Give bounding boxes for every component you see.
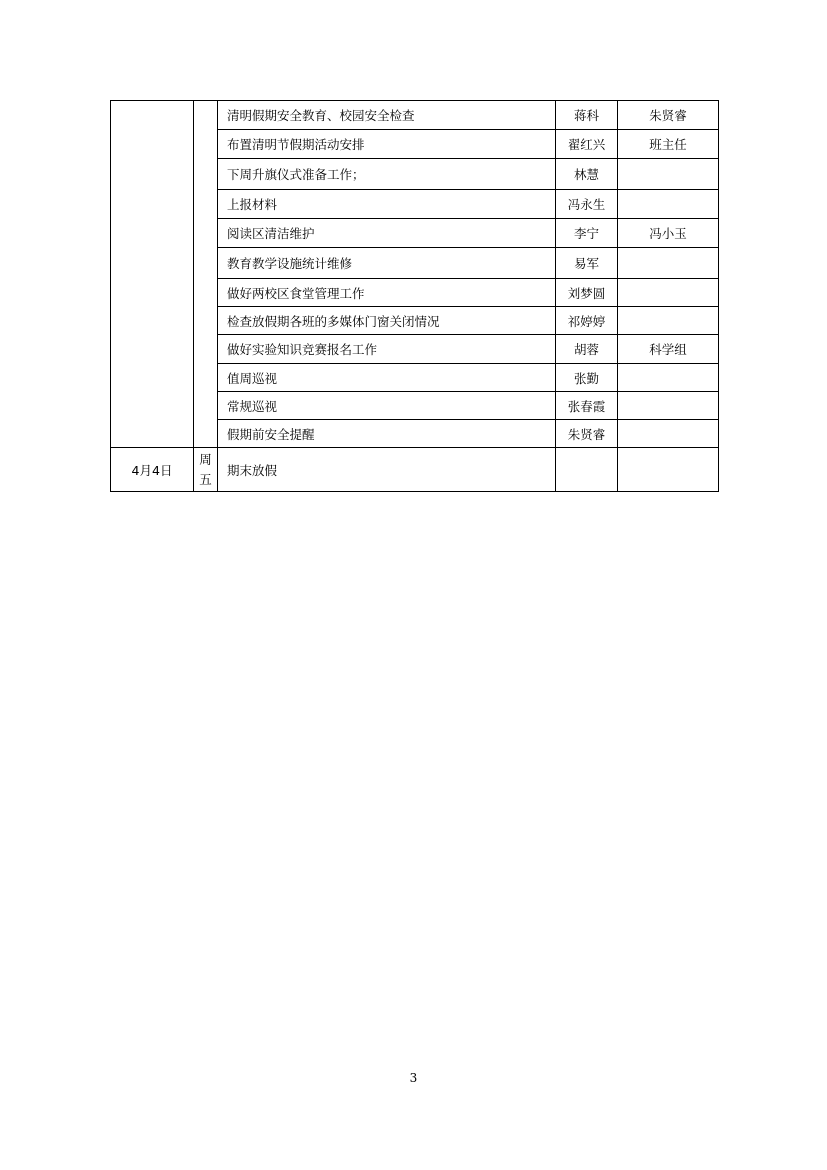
assist-cell: 冯小玉 — [618, 219, 719, 248]
assist-cell — [618, 159, 719, 190]
task-cell: 上报材料 — [218, 190, 556, 219]
person-cell: 林慧 — [556, 159, 618, 190]
assist-cell — [618, 190, 719, 219]
assist-cell: 朱贤睿 — [618, 101, 719, 130]
assist-cell — [618, 307, 719, 335]
person-cell: 胡蓉 — [556, 335, 618, 364]
task-cell: 教育教学设施统计维修 — [218, 248, 556, 279]
task-cell: 做好两校区食堂管理工作 — [218, 279, 556, 307]
person-cell: 蒋科 — [556, 101, 618, 130]
schedule-body — [111, 101, 719, 492]
task-cell: 值周巡视 — [218, 364, 556, 392]
person-cell: 易军 — [556, 248, 618, 279]
task-cell: 常规巡视 — [218, 392, 556, 420]
assist-cell: 科学组 — [618, 335, 719, 364]
person-cell: 祁婷婷 — [556, 307, 618, 335]
assist-cell — [618, 279, 719, 307]
table-row — [111, 101, 719, 130]
task-cell: 检查放假期各班的多媒体门窗关闭情况 — [218, 307, 556, 335]
assist-cell — [618, 364, 719, 392]
person-cell: 翟红兴 — [556, 130, 618, 159]
assist-cell — [618, 420, 719, 448]
task-cell: 假期前安全提醒 — [218, 420, 556, 448]
task-cell: 布置清明节假期活动安排 — [218, 130, 556, 159]
day-char: 五 — [199, 471, 212, 487]
date-cell-empty — [111, 101, 194, 448]
person-cell: 李宁 — [556, 219, 618, 248]
person-cell — [556, 448, 618, 492]
date-cell: 4月4日 — [111, 448, 194, 492]
task-cell: 做好实验知识竞赛报名工作 — [218, 335, 556, 364]
day-char: 周 — [199, 451, 212, 467]
day-cell-empty — [194, 101, 218, 448]
schedule-table — [110, 100, 719, 492]
person-cell: 张春霞 — [556, 392, 618, 420]
assist-cell: 班主任 — [618, 130, 719, 159]
table-row-holiday — [111, 448, 719, 492]
person-cell: 冯永生 — [556, 190, 618, 219]
page-number: 3 — [409, 1071, 418, 1085]
assist-cell — [618, 248, 719, 279]
assist-cell — [618, 448, 719, 492]
task-cell: 期末放假 — [218, 448, 556, 492]
person-cell: 刘梦圆 — [556, 279, 618, 307]
person-cell: 朱贤睿 — [556, 420, 618, 448]
person-cell: 张勤 — [556, 364, 618, 392]
task-cell: 下周升旗仪式准备工作； — [218, 159, 556, 190]
task-cell: 阅读区清洁维护 — [218, 219, 556, 248]
assist-cell — [618, 392, 719, 420]
task-cell: 清明假期安全教育、校园安全检查 — [218, 101, 556, 130]
day-cell — [194, 448, 218, 492]
